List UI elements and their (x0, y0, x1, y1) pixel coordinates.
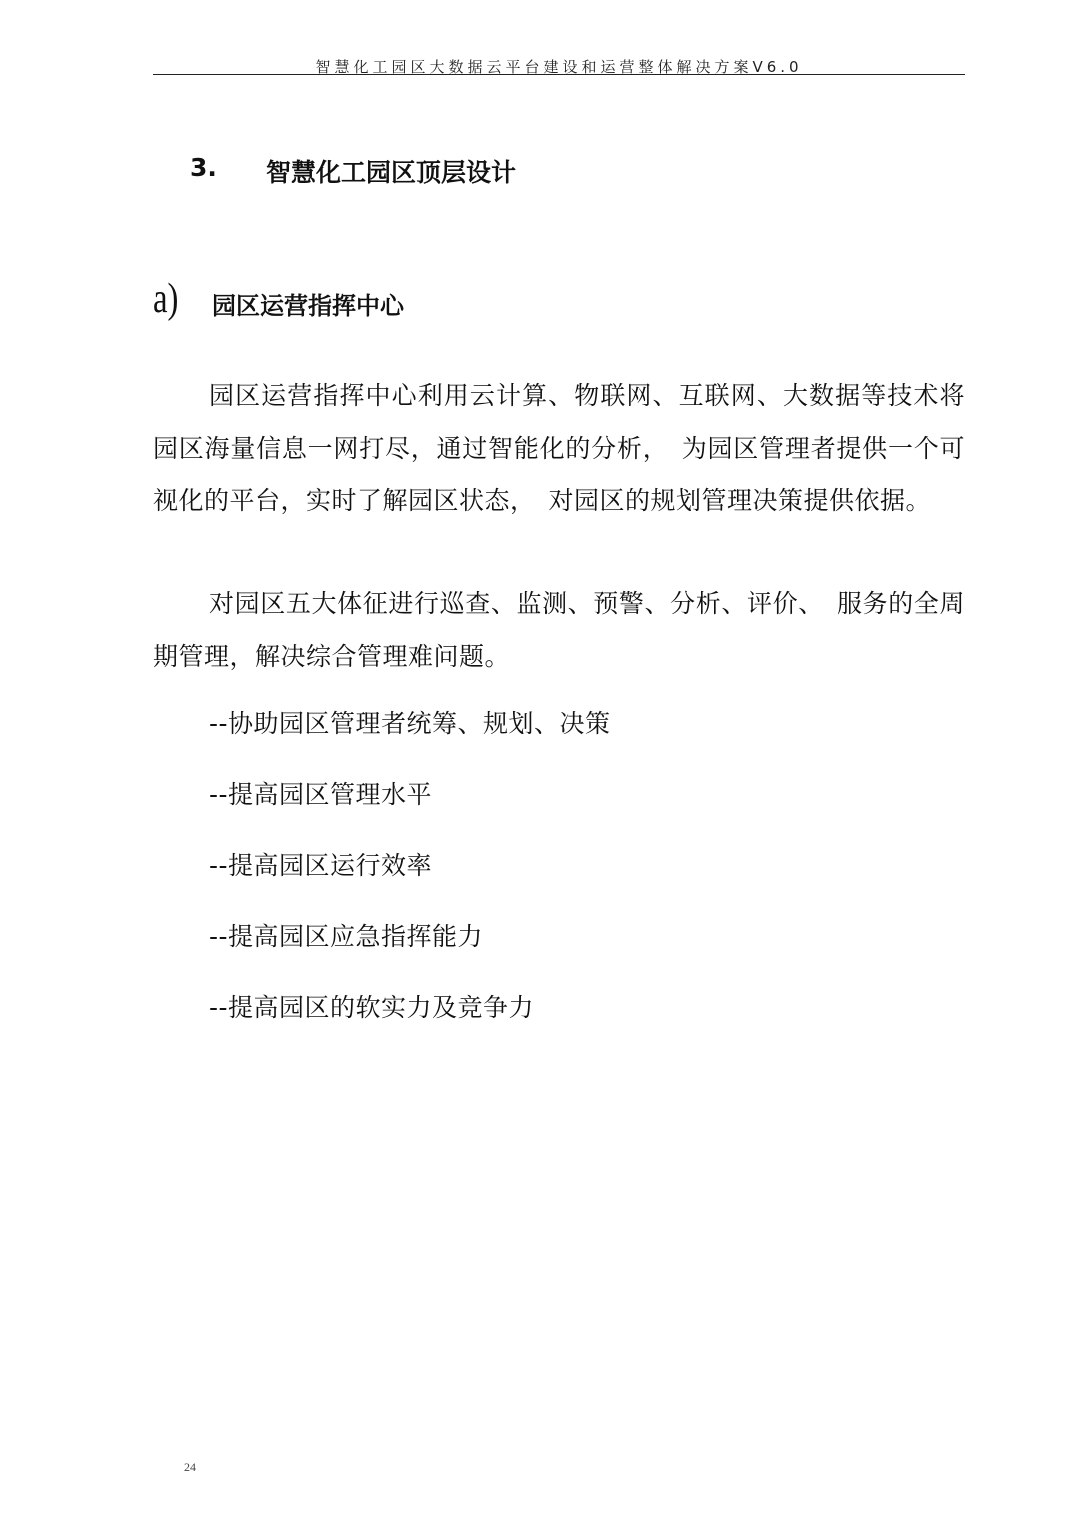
subsection-marker: a) (153, 276, 179, 322)
section-number: 3. (190, 153, 217, 182)
page-number: 24 (184, 1460, 196, 1474)
paragraph: 对园区五大体征进行巡查、监测、预警、分析、评价、 服务的全周期管理，解决综合管理难问题。 (153, 589, 965, 671)
goal-item: --提高园区管理水平 (209, 780, 433, 809)
section-title: 智慧化工园区顶层设计 (266, 158, 517, 187)
goal-item: --提高园区运行效率 (209, 851, 433, 880)
goal-item: --提高园区的软实力及竞争力 (209, 993, 535, 1022)
goal-item: --协助园区管理者统筹、规划、决策 (209, 709, 611, 738)
running-header: 智慧化工园区大数据云平台建设和运营整体解决方案V6.0 (315, 58, 803, 76)
subsection-title: 园区运营指挥中心 (212, 292, 404, 320)
header-rule (153, 74, 965, 75)
paragraph: 园区运营指挥中心利用云计算、物联网、互联网、大数据等技术将园区海量信息一网打尽，通过智能化的分析， 为园区管理者提供一个可视化的平台，实时了解园区状态， 对园区的规划管理决策提供依据。 (153, 381, 965, 515)
goal-item: --提高园区应急指挥能力 (209, 922, 484, 951)
